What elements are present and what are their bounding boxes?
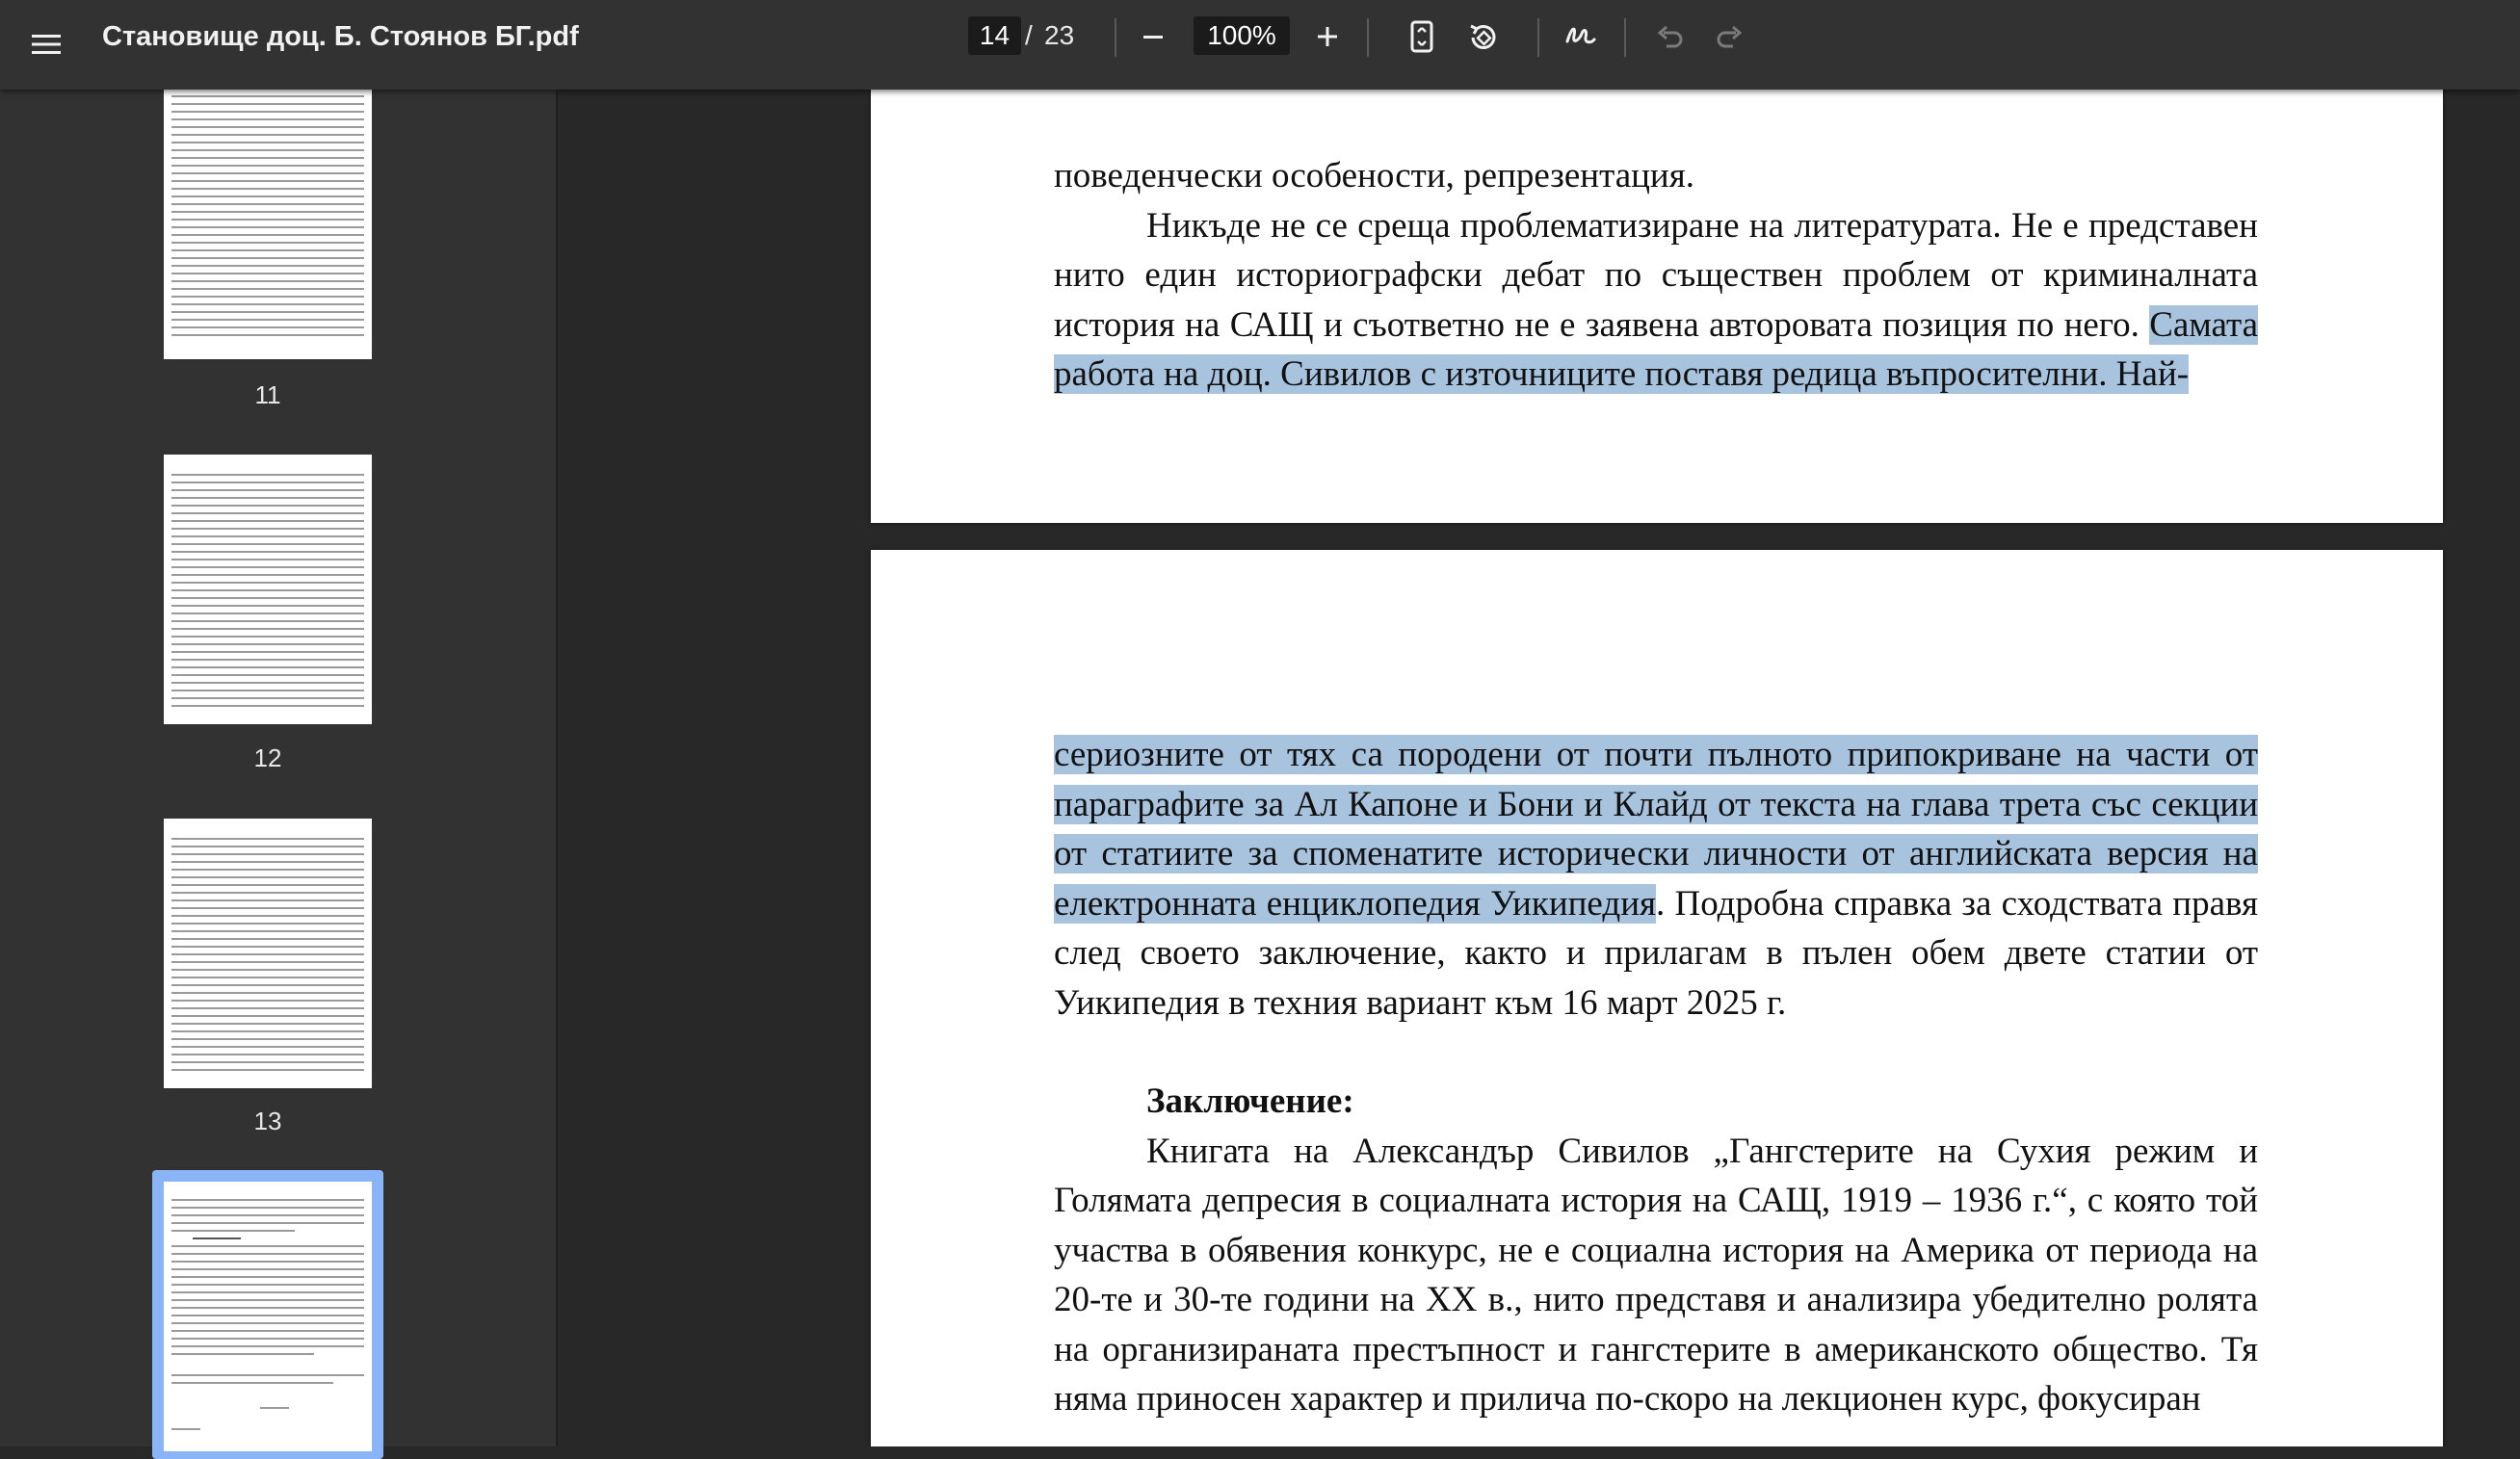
page-14-text (1054, 730, 2258, 1424)
paragraph (1054, 730, 2258, 1028)
menu-icon (32, 33, 61, 56)
document-viewer[interactable] (558, 90, 2520, 1446)
paragraph-text: Никъде не се среща проблематизиране на литературата. Не е представен нито един историографски дебат по съществен проблем от криминалната история на САЩ и съответно не е заявена авторовата позиция по него. (1054, 205, 2258, 345)
undo-icon (1655, 24, 1684, 49)
redo-icon (1716, 24, 1745, 49)
page-separator: / (1025, 20, 1033, 50)
toolbar-divider (1624, 18, 1626, 57)
document-page-14 (871, 550, 2443, 1446)
document-page-13 (871, 90, 2443, 523)
menu-button[interactable] (19, 17, 73, 71)
toolbar-divider (1537, 18, 1539, 57)
fit-page-button[interactable] (1399, 13, 1445, 60)
paragraph (1054, 201, 2258, 400)
rotate-button[interactable] (1460, 13, 1507, 60)
thumbnail-label: 12 (253, 743, 282, 772)
minus-icon (1141, 24, 1166, 49)
toolbar-divider (1367, 18, 1369, 57)
annotate-button[interactable] (1558, 13, 1604, 60)
thumbnail-label: 13 (253, 1107, 282, 1135)
zoom-in-button[interactable] (1304, 13, 1351, 60)
highlighted-text: Самата работа на доц. Сивилов с източниците поставя редица въпросителни. Най- (1054, 304, 2259, 394)
toolbar-divider (1115, 18, 1116, 57)
page-13-text (1054, 151, 2258, 400)
fit-to-page-icon (1408, 20, 1435, 53)
undo-button[interactable] (1646, 13, 1693, 60)
heading-text: Заключение: (1146, 1081, 1354, 1121)
zoom-input[interactable]: 100% (1194, 16, 1290, 55)
paragraph-text: . Подробна справка за сходствата правя след своето заключение, както и прилагам в пълен обем двете статии от Уикипедия в техния вариант към 16 март 2025 г. (1054, 883, 2258, 1023)
partial-line: поведенчески особености, репрезентация. (1054, 156, 1695, 195)
pen-draw-icon (1564, 22, 1597, 51)
page-thumbnail-12[interactable] (164, 455, 372, 724)
page-total: 23 (1044, 20, 1075, 50)
highlighted-text: сериозните от тях са породени от почти пълното припокриване на части от параграфите за Ал Капоне и Бони и Клайд от текста на глава трета със секции от статиите за споменатите исторически личности от английската версия на електронната енциклопедия Уикипедия (1054, 735, 2258, 924)
page-thumbnail-13[interactable] (164, 819, 372, 1088)
page-thumbnail-11[interactable] (164, 90, 372, 359)
rotate-icon (1467, 20, 1500, 53)
paragraph-text: Книгата на Александър Сивилов „Гангстерите на Сухия режим и Голямата депресия в социалната история на САЩ, 1919 – 1936 г.“, с която той участва в обявения конкурс, не е социална история на Америка от периода на 20-те и 30-те години на ХХ в., нито представя и анализира убедително ролята на организираната престъпност и гангстерите в американското общество. Тя няма приносен характер и прилича по-скоро на лекционен курс, фокусиран (1054, 1131, 2258, 1419)
toolbar (0, 0, 2520, 90)
document-title: Становище доц. Б. Стоянов БГ.pdf (102, 21, 579, 52)
page-number-input[interactable]: 14 (968, 16, 1021, 55)
page-thumbnail-14-selected[interactable] (152, 1170, 383, 1459)
conclusion-heading (1054, 1077, 2258, 1127)
zoom-out-button[interactable] (1130, 13, 1176, 60)
page-thumbnail-14 (164, 1182, 372, 1451)
paragraph (1054, 1127, 2258, 1424)
redo-button[interactable] (1707, 13, 1753, 60)
plus-icon (1315, 24, 1340, 49)
thumbnail-label: 11 (254, 380, 281, 409)
